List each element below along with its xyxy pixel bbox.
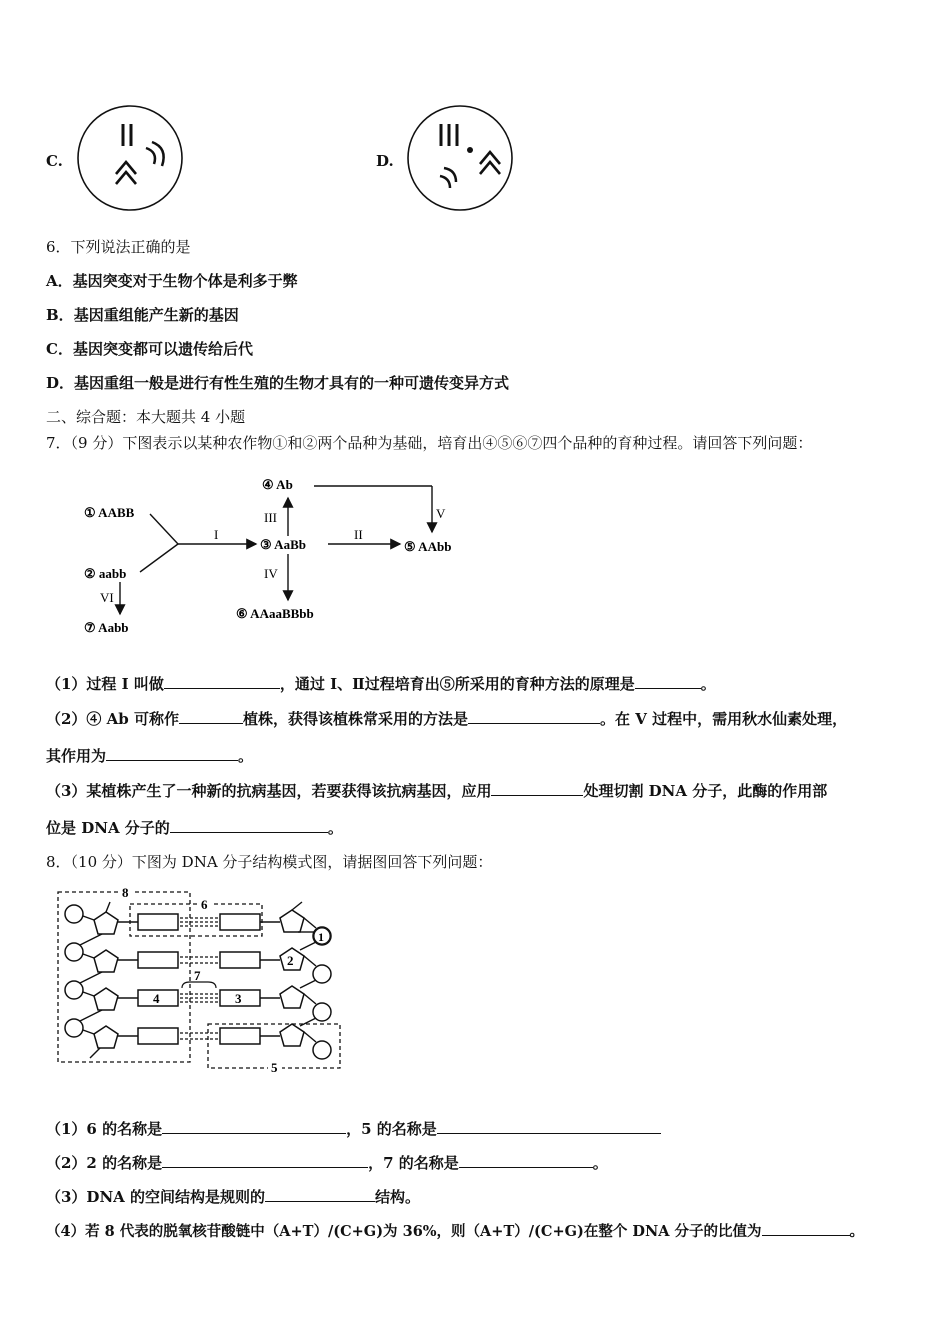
q7-node-2: ② aabb xyxy=(84,566,127,581)
q6-option-c xyxy=(46,338,253,359)
q7-process-2: II xyxy=(354,527,363,542)
q8-sub4-text-a: （4）若 8 代表的脱氧核苷酸链中（A+T）/(C+G)为 36%，则（A+T）/(C+G)在整个 DNA 分子的比值为 xyxy=(46,1223,762,1240)
option-d-label: D. xyxy=(376,152,394,170)
q7-sub3-text-d: 。 xyxy=(327,819,343,837)
q6-option-d xyxy=(46,372,509,393)
q7-sub3-text-b: 处理切割 DNA 分子，此酶的作用部 xyxy=(583,782,828,800)
q6-option-a-letter: A． xyxy=(46,272,73,290)
q6-option-d-text: 基因重组一般是进行有性生殖的生物才具有的一种可遗传变异方式 xyxy=(74,374,510,392)
q7-process-1: I xyxy=(214,527,219,542)
q7-sub2-blank-3[interactable] xyxy=(106,746,238,761)
q8-sub3-blank-1[interactable] xyxy=(265,1187,375,1202)
q8-label-6: 6 xyxy=(201,897,208,912)
q8-label-4: 4 xyxy=(153,991,160,1006)
q8-sub1-blank-2[interactable] xyxy=(437,1119,661,1134)
q7-sub3-text-c: 位是 DNA 分子的 xyxy=(46,819,170,837)
q7-sub2-blank-2[interactable] xyxy=(468,709,600,724)
q7-sub1-text-c: 。 xyxy=(700,675,716,693)
q8-sub2-blank-2[interactable] xyxy=(459,1153,593,1168)
q7-node-7: ⑦ Aabb xyxy=(84,620,129,635)
q7-sub2-text-b: 植株，获得该植株常采用的方法是 xyxy=(243,710,469,728)
q7-sub3-blank-1[interactable] xyxy=(491,781,583,796)
q8-sub3-text-b: 结构。 xyxy=(375,1188,421,1206)
q7-sub1-text-a: （1）过程 I 叫做 xyxy=(46,675,164,693)
q8-sub2-blank-1[interactable] xyxy=(162,1153,368,1168)
q8-sub1 xyxy=(46,1118,661,1139)
q8-sub2-text-a: （2）2 的名称是 xyxy=(46,1154,163,1172)
q7-node-1: ① AABB xyxy=(84,505,135,520)
q8-sub3 xyxy=(46,1186,420,1207)
q7-node-5: ⑤ AAbb xyxy=(404,539,452,554)
q6-option-b-text: 基因重组能产生新的基因 xyxy=(73,306,239,324)
q7-sub3 xyxy=(46,780,827,801)
q7-sub3-text-a: （3）某植株产生了一种新的抗病基因，若要获得该抗病基因，应用 xyxy=(46,782,492,800)
q8-sub1-blank-1[interactable] xyxy=(162,1119,346,1134)
q8-sub4 xyxy=(46,1220,864,1241)
q7-node-6: ⑥ AAaaBBbb xyxy=(236,606,314,621)
q8-stem: 8．（10 分）下图为 DNA 分子结构模式图，请据图回答下列问题： xyxy=(46,853,493,871)
q7-breeding-diagram xyxy=(70,468,490,648)
q7-sub1-blank-1[interactable] xyxy=(164,674,280,689)
q7-sub2-text-a: （2）④ Ab 可称作 xyxy=(46,710,180,728)
q6-option-b xyxy=(46,304,239,325)
q6-option-d-letter: D． xyxy=(46,374,75,392)
q8-label-5: 5 xyxy=(271,1060,278,1074)
q8-dna-structure-diagram xyxy=(54,884,354,1074)
q6-option-c-letter: C． xyxy=(46,340,73,358)
q8-sub4-text-b: 。 xyxy=(849,1223,865,1240)
q8-sub2-text-b: ，7 的名称是 xyxy=(368,1154,459,1172)
q7-sub1-text-b: ，通过 I、Ⅱ过程培育出⑤所采用的育种方法的原理是 xyxy=(279,675,635,693)
q6-option-c-text: 基因突变都可以遗传给后代 xyxy=(72,340,253,358)
q6-option-a-text: 基因突变对于生物个体是利多于弊 xyxy=(72,272,298,290)
option-c-cell-diagram xyxy=(74,104,188,212)
q7-stem: 7．（9 分）下图表示以某种农作物①和②两个品种为基础，培育出④⑤⑥⑦四个品种的育种过程。请回答下列问题： xyxy=(46,434,813,452)
q7-sub2 xyxy=(46,708,847,729)
q6-option-b-letter: B． xyxy=(46,306,74,324)
q8-sub2-text-c: 。 xyxy=(592,1154,608,1172)
q7-process-3: III xyxy=(264,510,277,525)
q8-label-1: 1 xyxy=(318,930,324,944)
q8-sub1-text-b: ，5 的名称是 xyxy=(346,1120,437,1138)
q7-process-6: VI xyxy=(100,590,114,605)
q7-sub3-cont xyxy=(46,817,343,838)
q8-label-3: 3 xyxy=(235,991,242,1006)
section2-heading: 二、综合题：本大题共 4 小题 xyxy=(46,408,246,426)
q7-node-4: ④ Ab xyxy=(262,477,293,492)
q6-stem: 6．下列说法正确的是 xyxy=(46,238,191,256)
option-d-cell-diagram xyxy=(404,104,518,212)
q7-sub1-blank-2[interactable] xyxy=(635,674,701,689)
q6-option-a xyxy=(46,270,298,291)
q7-sub2-cont xyxy=(46,745,253,766)
q8-sub4-blank-1[interactable] xyxy=(762,1221,850,1236)
q8-sub3-text-a: （3）DNA 的空间结构是规则的 xyxy=(46,1188,266,1206)
q7-process-4: IV xyxy=(264,566,278,581)
q8-label-8: 8 xyxy=(122,885,129,900)
q8-label-7: 7 xyxy=(194,968,201,983)
q7-process-5: V xyxy=(436,506,446,521)
q7-sub2-text-c: 。在 V 过程中，需用秋水仙素处理， xyxy=(600,710,848,728)
q7-sub2-text-d: 其作用为 xyxy=(46,747,107,765)
q8-sub1-text-a: （1）6 的名称是 xyxy=(46,1120,163,1138)
q8-sub2 xyxy=(46,1152,608,1173)
q8-label-2: 2 xyxy=(287,953,294,968)
q7-sub1 xyxy=(46,673,716,694)
q7-sub3-blank-2[interactable] xyxy=(170,818,328,833)
option-c-label: C. xyxy=(46,152,63,170)
q7-sub2-text-e: 。 xyxy=(238,747,254,765)
q7-node-3: ③ AaBb xyxy=(260,537,306,552)
q7-sub2-blank-1[interactable] xyxy=(179,709,243,724)
